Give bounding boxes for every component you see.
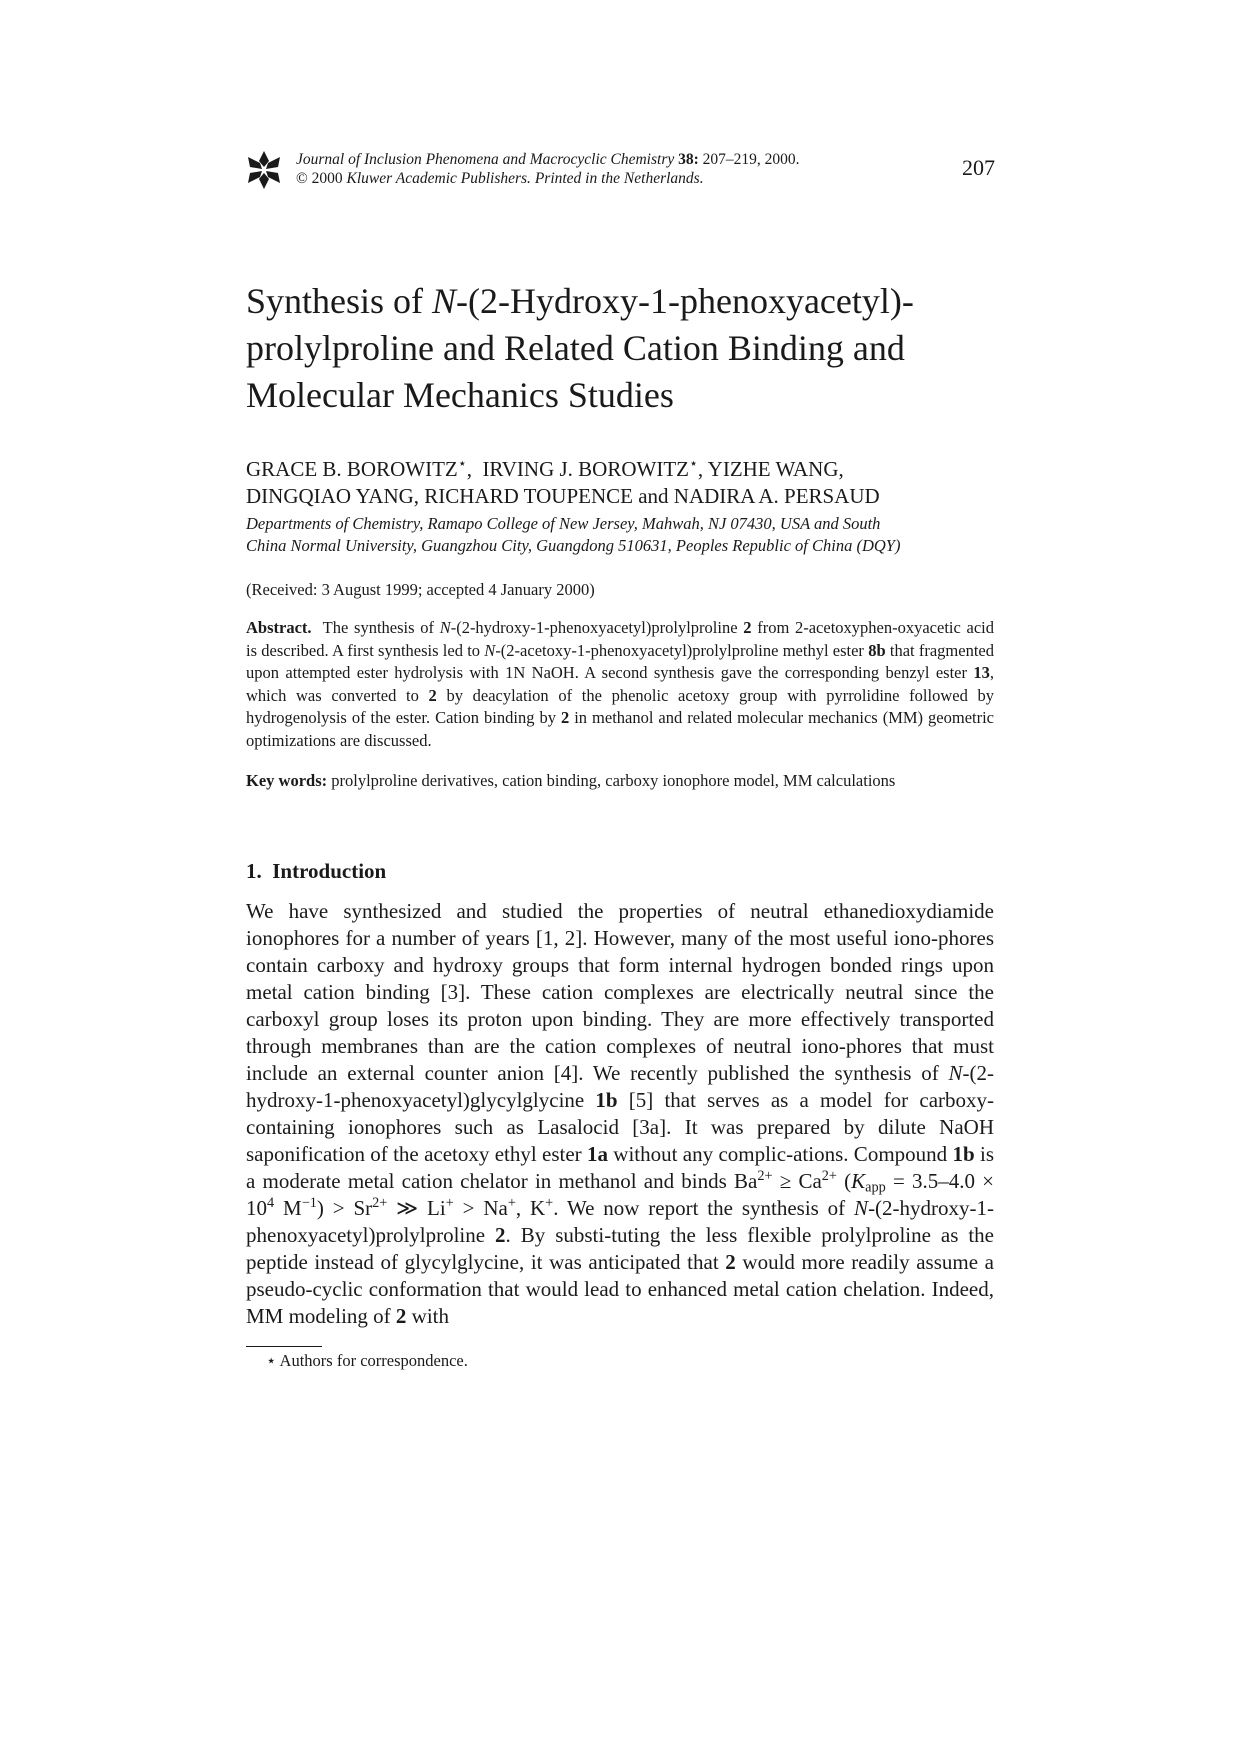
copyright-year: 2000 [311,170,343,187]
correspondence-star: ⋆ [688,456,698,473]
author-name: IRVING J. BOROWITZ [482,457,689,481]
abstract-italic-n: N [484,640,496,660]
author-list [246,456,880,510]
abstract-text: from 2-acetoxyphen-oxyacetic acid is described. A first synthesis led to [246,618,995,660]
ion-charge: 2+ [757,1168,773,1185]
intro-text: is a moderate metal cation chelator in methanol and binds [246,1142,995,1193]
intro-text: [5] that serves as a model for carboxy-containing ionophores such as Lasalocid [3a]. It was prepared by dilute NaOH saponification of the acetoxy ethyl ester [246,1088,994,1166]
intro-text: > [453,1196,484,1220]
abstract-text: -(2-hydroxy-1-phenoxyacetyl)prolylproline [450,618,744,637]
element-ba: Ba [734,1169,758,1193]
printed-note: Printed in the Netherlands. [534,170,704,187]
exponent: 4 [267,1195,275,1212]
exponent: −1 [301,1195,317,1212]
intro-text: ( [836,1169,852,1193]
compound-ref: 1b [952,1142,975,1166]
introduction-paragraph [246,898,994,1330]
compound-ref: 2 [428,685,437,705]
compound-ref: 2 [395,1304,407,1328]
title-part: Synthesis of [246,281,433,321]
keywords-text: prolylproline derivatives, cation binding, carboxy ionophore model, MM calculations [327,771,896,790]
intro-text: -(2-hydroxy-1-phenoxyacetyl)prolylproline [246,1196,995,1247]
intro-italic-n: N [854,1196,869,1220]
intro-text: with [406,1304,450,1328]
abstract-text: The synthesis of [322,618,440,637]
abstract-text: -(2-acetoxy-1-phenoxyacetyl)prolylproline methyl ester [495,640,869,660]
intro-text: M [274,1196,302,1220]
compound-ref: 2 [495,1223,506,1247]
intro-text: , [515,1196,530,1220]
intro-text: would more readily assume a pseudo-cyclic conformation that would lead to enhanced metal cation chelation. Indeed, MM modeling of [246,1250,994,1328]
affiliation [246,513,1006,557]
k-app-symbol: K [851,1169,866,1193]
author-name: YIZHE WANG, [707,457,844,481]
correspondence-star: ⋆ [457,456,467,473]
element-k: K [530,1196,546,1220]
compound-ref: 13 [973,663,990,683]
compound-ref: 1b [595,1088,618,1112]
footnote-text: Authors for correspondence. [276,1351,468,1370]
author-name: GRACE B. BOROWITZ [246,457,458,481]
title-line-2: prolylproline and Related Cation Binding and [246,328,905,368]
paper-title [246,278,1006,419]
abstract-italic-n: N [439,618,451,637]
intro-text: . We now report the synthesis of [553,1196,855,1220]
copyright-symbol: © [296,170,308,187]
ion-charge: + [445,1195,454,1212]
affiliation-line-1: Departments of Chemistry, Ramapo College of New Jersey, Mahwah, NJ 07430, USA and South [246,514,881,533]
title-line-3: Molecular Mechanics Studies [246,375,674,415]
section-title: Introduction [272,859,387,883]
intro-text: without any complic-ations. Compound [607,1142,953,1166]
received-dates: (Received: 3 August 1999; accepted 4 January 2000) [246,580,595,599]
page-number: 207 [962,155,995,180]
intro-text: . By substi-tuting the less flexible prolylproline as the peptide instead of glycylglycine, it was anticipated that [246,1223,994,1274]
section-number: 1. [246,859,262,883]
kluwer-publisher-logo-icon [246,147,282,191]
element-li: Li [427,1196,446,1220]
compound-ref: 8b [868,640,886,660]
journal-volume: 38: [678,151,699,168]
compound-ref: 2 [560,708,570,728]
intro-text: We have synthesized and studied the properties of neutral ethanedioxydiamide ionophores for a number of years [1, 2]. However, many of the most useful iono-phores contain carboxy and hydroxy groups that form internal hydrogen bonded rings upon metal cation binding [3]. These cation complexes are electrically neutral since the carboxyl group loses its proton upon binding. They are more effectively transported through membranes than are the cation complexes of neutral iono-phores that must include an external counter anion [4]. We recently published the synthesis of [246,899,994,1085]
abstract-text: , which was converted to [246,663,994,705]
footnote-rule [246,1346,322,1347]
journal-name: Journal of Inclusion Phenomena and Macrocyclic Chemistry [296,151,675,168]
intro-text: = 3.5–4.0 × 10 [246,1169,995,1220]
intro-text: ≥ [772,1169,799,1193]
intro-text: ) > [316,1196,354,1220]
abstract-label: Abstract. [246,618,312,637]
k-app-subscript: app [865,1179,886,1196]
compound-ref: 1a [586,1142,608,1166]
ion-charge: + [507,1195,516,1212]
intro-italic-n: N [948,1061,963,1085]
author-line-2: DINGQIAO YANG, RICHARD TOUPENCE and NADIRA A. PERSAUD [246,484,880,508]
abstract-text: by deacylation of the phenolic acetoxy group with pyrrolidine followed by hydrogenolysis of the ester. Cation binding by [246,685,994,728]
keywords [246,771,1006,791]
keywords-label: Key words: [246,771,328,790]
footnote-star: ⋆ [266,1351,277,1370]
intro-text: -(2-hydroxy-1-phenoxyacetyl)glycylglycine [246,1061,994,1112]
copyright-line [296,169,800,188]
compound-ref: 2 [725,1250,736,1274]
journal-header [296,150,800,188]
journal-citation-line [296,150,800,169]
element-na: Na [483,1196,508,1220]
ion-charge: 2+ [372,1195,388,1212]
ion-charge: + [545,1195,554,1212]
journal-pages: 207–219, 2000. [702,151,800,168]
abstract-text: in methanol and related molecular mechanics (MM) geometric optimizations are discussed. [246,708,995,750]
title-n-prefix: N [432,281,457,321]
title-part: -(2-Hydroxy-1-phenoxyacetyl)- [456,281,914,321]
author-line-1: GRACE B. BOROWITZ⋆, IRVING J. BOROWITZ⋆, YIZHE WANG, [246,456,844,481]
compound-ref: 2 [743,618,752,637]
publisher-name: Kluwer Academic Publishers. [346,170,531,187]
footnote [266,1351,468,1371]
element-sr: Sr [353,1196,373,1220]
ion-charge: 2+ [821,1168,837,1185]
section-heading [246,859,386,884]
abstract [246,617,994,753]
intro-text: ≫ [387,1196,428,1220]
affiliation-line-2: China Normal University, Guangzhou City, Guangdong 510631, Peoples Republic of China (DQY) [246,536,901,555]
element-ca: Ca [798,1169,822,1193]
abstract-text: that fragmented upon attempted ester hydrolysis with 1N NaOH. A second synthesis gave the corresponding benzyl ester [246,640,995,683]
